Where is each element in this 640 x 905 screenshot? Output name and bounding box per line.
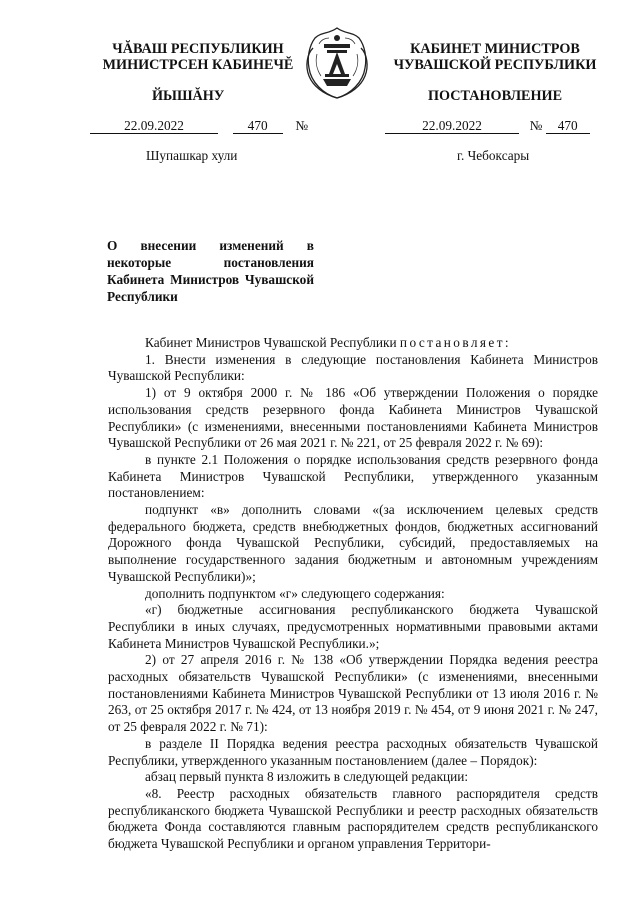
paragraph-2: 1) от 9 октября 2000 г. № 186 «Об утверждении Положения о порядке использования средств резервного фонда Кабинета Министров Чувашской Республики» (с изменениями, внесенными постановлениями Кабинета Министров Чувашской Республики от 26 мая 2021 г. № 221, от 25 февраля 2022 г. № 69): (108, 385, 598, 451)
paragraph-8: в разделе II Порядка ведения реестра расходных обязательств Чувашской Республики, утвержденного указанным постановлением (далее – Порядок): (108, 735, 598, 768)
header-left-title (92, 41, 304, 73)
intro-paragraph (108, 335, 598, 352)
left-date-number-line (90, 118, 308, 134)
paragraph-3: в пункте 2.1 Положения о порядке использования средств резервного фонда Кабинета Министров Чувашской Республики, утвержденного указанным постановлением: (108, 451, 598, 501)
header-left-title-line2: МИНИСТРСЕН КАБИНЕЧĔ (102, 57, 294, 73)
left-place: Шупашкар хули (146, 148, 238, 163)
document-body (108, 335, 598, 853)
paragraph-6: «г) бюджетные ассигнования республиканского бюджета Чувашской Республики в иных случаях, предусмотренных нормативными правовыми актами Кабинета Министров Чувашской Республики.»; (108, 602, 598, 651)
intro-text: Кабинет Министров Чувашской Республики (145, 335, 400, 350)
header-right-title-line2: ЧУВАШСКОЙ РЕСПУБЛИКИ (393, 57, 597, 73)
intro-verb: постановляет: (399, 335, 512, 350)
right-place: г. Чебоксары (457, 148, 530, 163)
header-left-doc-type: ЙЫШĂНУ (152, 88, 225, 104)
header-right-title-line1: КАБИНЕТ МИНИСТРОВ (410, 41, 580, 57)
left-number-sign: № (295, 118, 308, 133)
header-right-title (392, 41, 598, 73)
left-date: 22.09.2022 (90, 118, 218, 134)
paragraph-10: «8. Реестр расходных обязательств главного распорядителя средств республиканского бюджета Чувашской Республики и реестр расходных обязательств бюджета Фонда составляются главным распорядителем средств республиканского бюджета Чувашской Республики и органом управления Территори- (108, 785, 598, 852)
document-subject: О внесении изменений в некоторые постановления Кабинета Министров Чувашской Республики (107, 238, 314, 304)
paragraph-4: подпункт «в» дополнить словами «(за исключением целевых средств федерального бюджета, средств внебюджетных фондов, бюджетных ассигнований Дорожного фонда Чувашской Республики, субсидий, предоставляемых на выполнение государственного задания бюджетным и автономным учреждениям Чувашской Республики)»; (108, 502, 598, 584)
right-number: 470 (546, 118, 590, 134)
left-number: 470 (233, 118, 283, 134)
header-left-title-line1: ЧĂВАШ РЕСПУБЛИКИН (112, 41, 284, 57)
right-number-sign: № (529, 118, 543, 133)
paragraph-9: абзац первый пункта 8 изложить в следующей редакции: (145, 769, 469, 785)
chuvash-emblem-icon (299, 24, 375, 102)
paragraph-1: 1. Внести изменения в следующие постановления Кабинета Министров Чувашской Республики: (108, 351, 598, 384)
paragraph-7: 2) от 27 апреля 2016 г. № 138 «Об утверждении Порядка ведения реестра расходных обязательств Чувашской Республики» (с изменениями, внесенными постановлениями Кабинета Министров Чувашской Республики от 13 июля 2016 г. № 263, от 25 октября 2017 г. № 424, от 13 ноября 2019 г. № 454, от 9 июня 2021 г. № 247, от 25 февраля 2022 г. № 71): (108, 652, 598, 735)
right-date: 22.09.2022 (385, 118, 519, 134)
header-right-doc-type: ПОСТАНОВЛЕНИЕ (428, 88, 563, 104)
right-date-number-line (385, 118, 590, 134)
paragraph-5: дополнить подпунктом «г» следующего содержания: (145, 585, 445, 601)
